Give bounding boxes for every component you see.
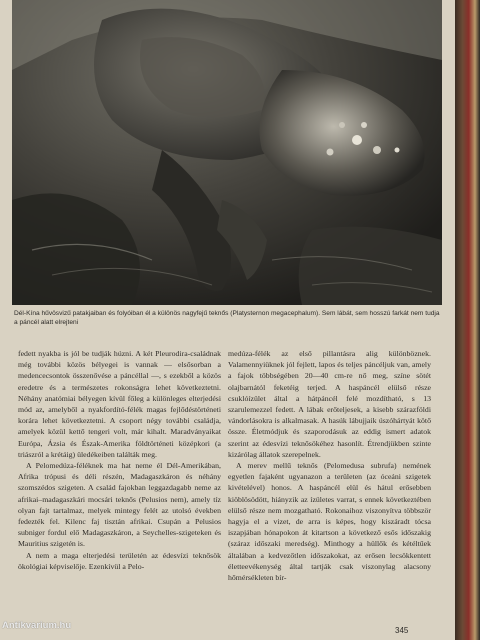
text-column-left	[18, 348, 221, 572]
photo-caption: Dél-Kína hűvösvizű patakjaiban és folyóiban él a különös nagyfejű teknős (Platysternon megacephalum). Sem lábát, sem hosszú farkát nem tudja a páncél alatt elrejteni	[14, 310, 440, 326]
turtle-photo-illustration	[12, 0, 442, 305]
paragraph: A merev mellű teknős (Pelomedusa subrufa) nemének egyetlen fajaként ugyanazon a területen (az óceáni szigetek kivételével) honos. A haspáncél elül és hátul erősebben kiöblösödött, hiányzik az ízületes varrat, s ennek következtében elülső része nem mozgatható. Rokonaihoz viszonyítva többször hagyja el a vizet, de arra is képes, hogy kiszáradt tócsa iszapjában hónapokon át kitartson a következő esős időszakig (száraz időszaki meredség). Minthogy a hüllők és kétéltűek általában a kedvezőtlen időszakokat, az erősen lecsökkentett életteevékenység által tartják csak viszonylag alacsony hőmérsékleten bír-	[228, 461, 431, 583]
book-page-edge	[455, 0, 480, 640]
paragraph: A Pelomedúza-féléknek ma hat neme él Dél-Amerikában, Afrika trópusi és déli részén, Madagaszkáron és néhány szomszédos szigeten. A család fajokban leggazdagabb neme az afrikai–madagaszkári mocsári teknős (Pelusios nem), amely tíz olyan fajt tartalmaz, melyek mintegy felét az utolsó években fedezték fel. Kilenc faj tisztán afrikai. Csupán a Pelusios subniger fordul elő Madagaszkáron, a Seychelles-szigeteken és Mauritius szigetén is.	[18, 461, 221, 549]
paragraph: medúza-félék az első pillantásra alig különböznek. Valamennyiüknek jól fejlett, lapos és teljes páncéljuk van, amely a fajok többségében 20—40 cm-re nő meg, színe sötét olajbarnától feketéig terjed. A haspáncél elülső része csuklóízület által a hátpáncél felé mozdítható, s 13 szarulemezzel fedett. A lábak erőteljesek, a kisebb szárazföldi vándorlásokra is alkalmasak. A hasúk lábujjaik úszóhártyát kötő össze. Életmódjuk és szaporodásuk az eddig ismert adatok szerint az édesvízi teknősökéhez hasonlít. Étrendjükben szinte kizárólag állatok szerepelnek.	[228, 349, 431, 459]
paragraph: A nem a maga elterjedési területén az édesvízi teknősök ökológiai képviselője. Ezenkívül a Pelo-	[18, 550, 221, 571]
turtle-photograph	[12, 0, 442, 305]
paragraph: fedett nyakba is jól be tudják húzni. A két Pleurodira-családnak még további közös bélyegei is vannak — elsősorban a medencecsontok összenővése a páncéllal —, s ezekből a közös eredetre és a természetes rokonságra lehet következtetni. Néhány anatómiai bélyegen kívül főleg a különleges elterjedési mód az, amelyből a nyakfordító-félék magas fejlődéstörténeti korára lehet következtetni. A csoport négy további családja, amelyek közül kettő tengeri volt, már kihalt. Maradványaikat Európa, Ázsia és Észak-Amerika földtörténeti középkori (a triászról a krétáig) üledékeiben találták meg.	[18, 349, 221, 459]
text-column-right	[228, 348, 431, 583]
page-number: 345	[395, 626, 409, 635]
watermark: Antikvarium.hu	[2, 620, 72, 631]
